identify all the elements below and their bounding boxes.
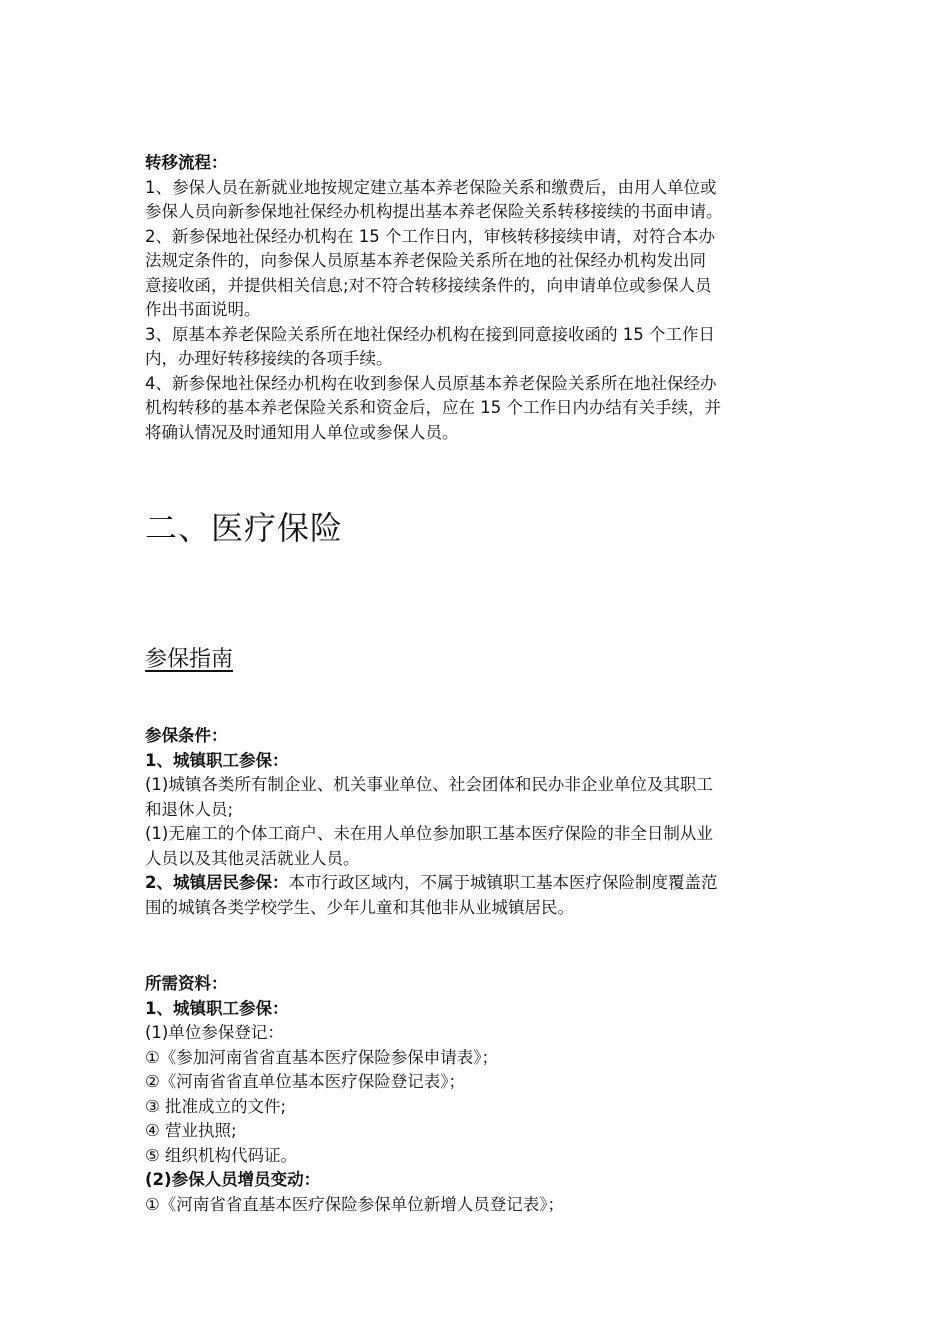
paragraph-line: 4、新参保地社保经办机构在收到参保人员原基本养老保险关系所在地社保经办 bbox=[145, 373, 717, 393]
materials-heading: 所需资料： bbox=[145, 974, 228, 993]
conditions-heading: 参保条件： bbox=[145, 726, 228, 745]
paragraph-line: 将确认情况及时通知用人单位或参保人员。 bbox=[145, 422, 459, 442]
list-item: ③ 批准成立的文件; bbox=[145, 1096, 287, 1116]
paragraph-line: 人员以及其他灵活就业人员。 bbox=[145, 848, 360, 868]
paragraph-line: 1、参保人员在新就业地按规定建立基本养老保险关系和缴费后，由用人单位或 bbox=[145, 177, 717, 197]
subsection-title: 参保指南 bbox=[145, 647, 234, 672]
transfer-heading: 转移流程： bbox=[145, 153, 228, 172]
urban-worker-heading: 1、城镇职工参保： bbox=[145, 998, 289, 1018]
paragraph-line: (1)城镇各类所有制企业、机关事业单位、社会团体和民办非企业单位及其职工 bbox=[145, 775, 713, 794]
transfer-process-section bbox=[145, 151, 810, 445]
list-item: ④ 营业执照; bbox=[145, 1121, 237, 1140]
paragraph-line: 机构转移的基本养老保险关系和资金后，应在 15 个工作日内办结有关手续，并 bbox=[145, 398, 721, 417]
list-item: ②《河南省省直单位基本医疗保险登记表》； bbox=[145, 1072, 466, 1091]
paragraph-line: 和退休人员; bbox=[145, 799, 234, 819]
paragraph-line: 意接收函，并提供相关信息;对不符合转移接续条件的，向申请单位或参保人员 bbox=[145, 275, 712, 295]
conditions-section bbox=[145, 724, 810, 920]
paragraph-line: (1)无雇工的个体工商户、未在用人单位参加职工基本医疗保险的非全日制从业 bbox=[145, 824, 713, 843]
list-item: ①《河南省省直基本医疗保险参保单位新增人员登记表》； bbox=[145, 1194, 565, 1214]
list-item: ①《参加河南省省直基本医疗保险参保申请表》； bbox=[145, 1047, 499, 1067]
materials-section bbox=[145, 972, 810, 1217]
list-item: ⑤ 组织机构代码证。 bbox=[145, 1145, 298, 1165]
resident-line bbox=[145, 871, 810, 896]
paragraph-line: 参保人员向新参保地社保经办机构提出基本养老保险关系转移接续的书面申请。 bbox=[145, 202, 723, 221]
paragraph-line: 内，办理好转移接续的各项手续。 bbox=[145, 349, 393, 368]
paragraph-line: 2、新参保地社保经办机构在 15 个工作日内，审核转移接续申请，对符合本办 bbox=[145, 226, 715, 246]
unit-registration-heading: (1)单位参保登记： bbox=[145, 1023, 284, 1042]
change-heading: (2)参保人员增员变动： bbox=[145, 1170, 321, 1189]
section-title: 二、医疗保险 bbox=[145, 509, 344, 547]
paragraph-line: 3、原基本养老保险关系所在地社保经办机构在接到同意接收函的 15 个工作日 bbox=[145, 324, 715, 344]
resident-label: 2、城镇居民参保： bbox=[145, 873, 289, 892]
paragraph-line: 作出书面说明。 bbox=[145, 300, 261, 319]
paragraph-line: 法规定条件的，向参保人员原基本养老保险关系所在地的社保经办机构发出同 bbox=[145, 251, 706, 270]
paragraph-line: 围的城镇各类学校学生、少年儿童和其他非从业城镇居民。 bbox=[145, 897, 574, 917]
urban-worker-heading: 1、城镇职工参保： bbox=[145, 750, 289, 770]
resident-text: 本市行政区域内，不属于城镇职工基本医疗保险制度覆盖范 bbox=[288, 873, 718, 892]
